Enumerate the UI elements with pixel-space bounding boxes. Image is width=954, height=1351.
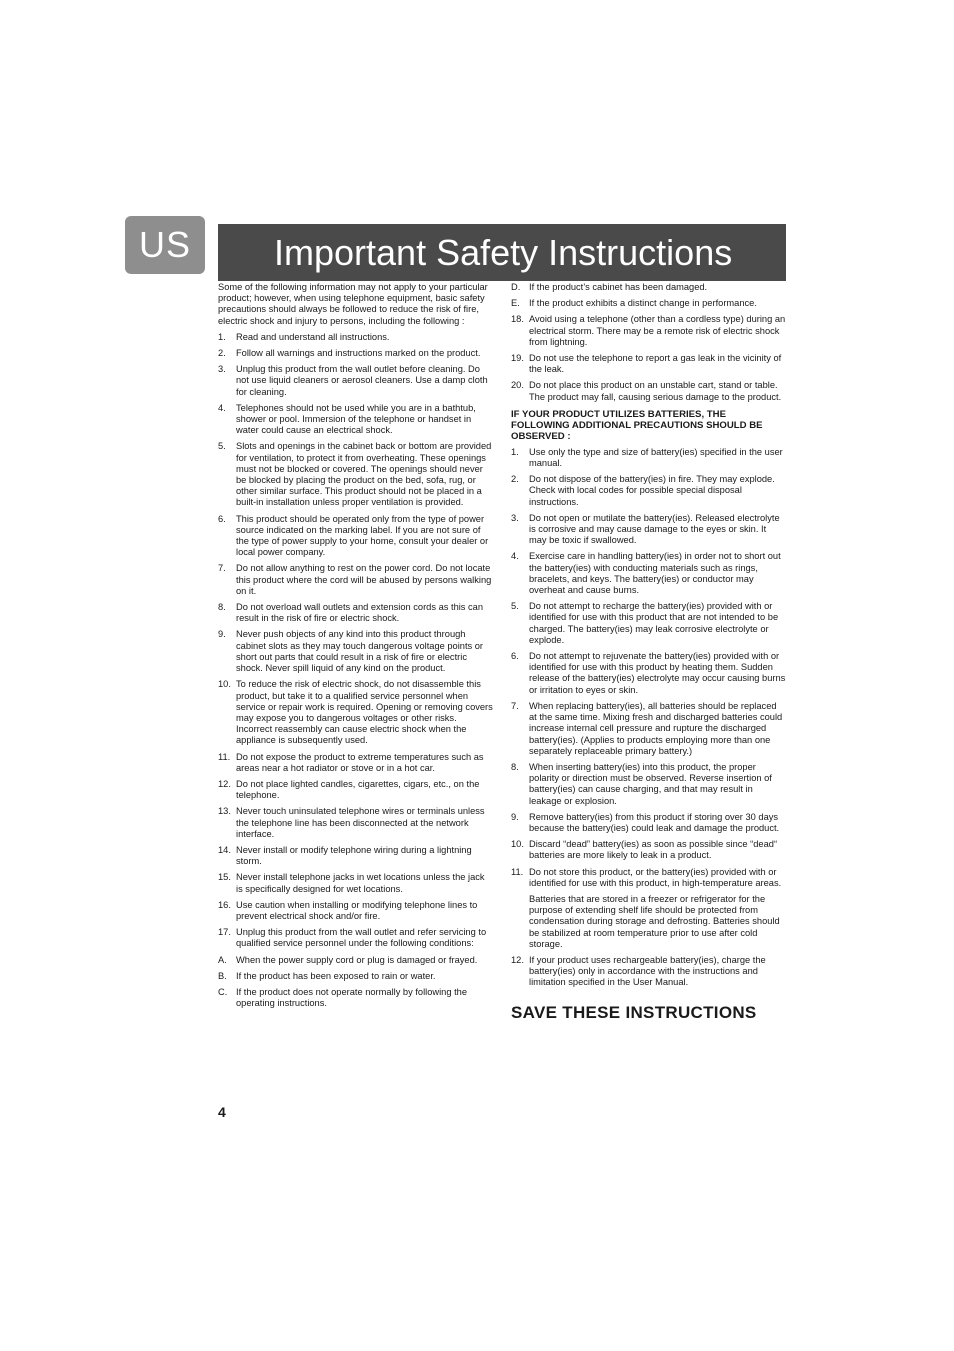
list-item-number: 2. [218, 348, 226, 359]
list-item-text: Never touch uninsulated telephone wires or terminals unless the telephone line has been disconnected at the network interface. [236, 806, 485, 839]
right-instruction-list [511, 282, 786, 403]
list-item-text: Never install telephone jacks in wet locations unless the jack is specifically designed for wet locations. [236, 872, 485, 894]
list-item-number: 15. [218, 872, 231, 883]
list-item [511, 513, 786, 547]
list-item-text: Do not open or mutilate the battery(ies). Released electrolyte is corrosive and may cause damage to the eyes or skin. It may be toxic if swallowed. [529, 512, 780, 546]
list-item-text: If your product uses rechargeable battery(ies), charge the battery(ies) only in accordance with the instructions and limitation specified in the User Manual. [529, 954, 766, 988]
list-item [218, 602, 493, 624]
list-item [511, 551, 786, 596]
list-item [511, 601, 786, 646]
list-item-number: 3. [218, 364, 226, 375]
list-item-number: B. [218, 970, 227, 981]
list-item [218, 332, 493, 343]
list-item-text: Never install or modify telephone wiring during a lightning storm. [236, 844, 472, 867]
list-item-text: Unplug this product from the wall outlet before cleaning. Do not use liquid cleaners or aerosol cleaners. Use a damp cloth for cleaning. [236, 364, 488, 397]
page-title: Important Safety Instructions [218, 224, 786, 281]
list-item-number: 8. [511, 761, 519, 772]
intro-paragraph: Some of the following information may not apply to your particular product; however, when using telephone equipment, basic safety precautions should always be followed to reduce the risk of fire, electric shock and injury to persons, including the following : [218, 282, 488, 326]
list-item-number: 1. [511, 446, 519, 457]
list-item-number: 5. [511, 601, 519, 612]
list-item-number: 17. [218, 927, 231, 938]
list-item-number: C. [218, 986, 228, 997]
list-item [218, 629, 493, 674]
list-item [511, 839, 786, 861]
list-item [511, 867, 786, 889]
list-item-text: This product should be operated only from the type of power source indicated on the marking label. If you are not sure of the type of power supply to your home, consult your dealer or local power company. [236, 513, 489, 558]
list-item [218, 779, 493, 801]
list-item [511, 314, 786, 348]
list-item [511, 651, 786, 696]
list-item [218, 752, 493, 774]
list-item [511, 701, 786, 757]
list-item-number: 4. [218, 402, 226, 413]
list-item-text: Do not store this product, or the battery(ies) provided with or identified for use with this product, in high-temperature areas. [529, 866, 782, 888]
list-item-text: If the product does not operate normally by following the operating instructions. [236, 986, 468, 1009]
list-item [218, 348, 493, 359]
left-instruction-list [218, 332, 493, 1010]
list-item [218, 987, 493, 1009]
list-item [218, 927, 493, 949]
list-item-text: When the power supply cord or plug is damaged or frayed. [236, 954, 478, 965]
list-item-number: 3. [511, 512, 519, 523]
list-item [218, 563, 493, 597]
list-item [218, 514, 493, 559]
list-item-text: Discard “dead” battery(ies) as soon as possible since “dead“ batteries are more likely to leak in a product. [529, 839, 778, 861]
list-item [218, 955, 493, 966]
list-item-text: Do not attempt to rejuvenate the battery(ies) provided with or identified for use with this product by heating them. Sudden release of the battery(ies) electrolyte may occur causing burns or irritation to eyes or skin. [529, 651, 786, 695]
list-item-number: 1. [218, 331, 226, 342]
battery-heading: IF YOUR PRODUCT UTILIZES BATTERIES, THE FOLLOWING ADDITIONAL PRECAUTIONS SHOULD BE OBSERVED : [511, 408, 763, 442]
list-item [218, 900, 493, 922]
list-item-number: 5. [218, 441, 226, 452]
battery-instruction-list [511, 447, 786, 889]
list-item-text: Use only the type and size of battery(ies) specified in the user manual. [529, 446, 783, 469]
left-column [218, 282, 493, 1014]
list-item-number: 11. [511, 866, 524, 877]
list-item-text: Do not expose the product to extreme temperatures such as areas near a hot radiator or stove or in a hot car. [236, 751, 484, 773]
list-item-number: 20. [511, 380, 524, 391]
right-column [511, 282, 786, 1023]
list-item-number: 7. [511, 700, 519, 711]
list-item [218, 806, 493, 840]
battery-note: Batteries that are stored in a freezer or refrigerator for the purpose of extending shelf life should be protected from condensation during storage and defrosting. Batteries should be stabilized at room temperature prior to use after cold storage. [529, 893, 780, 949]
list-item-text: If the product exhibits a distinct change in performance. [529, 298, 757, 309]
list-item-text: Follow all warnings and instructions marked on the product. [236, 348, 481, 359]
list-item-number: 16. [218, 899, 231, 910]
list-item-text: When inserting battery(ies) into this product, the proper polarity or direction must be observed. Reverse insertion of battery(ies) can cause charging, and that may result in leakage or explosion. [529, 761, 772, 806]
list-item [218, 364, 493, 398]
list-item-number: 11. [218, 751, 231, 762]
battery-instruction-list-2 [511, 955, 786, 989]
list-item-number: 2. [511, 474, 519, 485]
list-item-number: 9. [218, 629, 226, 640]
list-item-text: Exercise care in handling battery(ies) in order not to short out the battery(ies) with conducting materials such as rings, bracelets, and keys. The battery(ies) or conductor may overheat and cause burns. [529, 551, 781, 596]
language-tab: US [125, 216, 205, 274]
list-item [511, 380, 786, 402]
list-item-text: Do not use the telephone to report a gas leak in the vicinity of the leak. [529, 353, 782, 375]
list-item [218, 403, 493, 437]
list-item-number: D. [511, 282, 521, 292]
list-item-number: A. [218, 954, 227, 965]
list-item [511, 282, 786, 293]
list-item-text: Never push objects of any kind into this product through cabinet slots as they may touch dangerous voltage points or short out parts that could result in a risk of fire or electric shock. Never spill liquid of any kind on the product. [236, 629, 484, 674]
list-item-number: 9. [511, 811, 519, 822]
list-item-text: To reduce the risk of electric shock, do not disassemble this product, but take it to a qualified service personnel when service or repair work is required. Opening or removing covers may expose you to dangerous voltages or other risks. Incorrect reassembly can cause electric shock when the appliance is subsequently used. [236, 679, 493, 746]
list-item [511, 955, 786, 989]
list-item-number: 4. [511, 551, 519, 562]
list-item [511, 474, 786, 508]
list-item-number: 18. [511, 314, 524, 325]
list-item-text: Do not allow anything to rest on the power cord. Do not locate this product where the cord will be abused by persons walking on it. [236, 563, 492, 596]
list-item-number: 12. [218, 778, 231, 789]
list-item-text: Remove battery(ies) from this product if storing over 30 days because the battery(ies) could leak and damage the product. [529, 811, 780, 833]
list-item-number: E. [511, 298, 520, 309]
list-item-number: 10. [511, 839, 524, 850]
list-item-number: 7. [218, 563, 226, 574]
list-item [218, 679, 493, 746]
list-item-text: Do not place lighted candles, cigarettes, cigars, etc., on the telephone. [236, 778, 480, 801]
list-item [218, 845, 493, 867]
list-item-text: Do not attempt to recharge the battery(ies) provided with or identified for use with this product that are not intended to be charged. The battery(ies) may leak corrosive electrolyte or explode. [529, 601, 779, 645]
list-item-text: Telephones should not be used while you are in a bathtub, shower or pool. Immersion of the telephone or handset in water could cause an electrical shock. [236, 402, 476, 436]
list-item [511, 812, 786, 834]
list-item [511, 298, 786, 309]
list-item-number: 13. [218, 806, 231, 817]
list-item [218, 441, 493, 508]
page-number: 4 [218, 1104, 226, 1120]
list-item-number: 12. [511, 954, 524, 965]
list-item-text: Do not place this product on an unstable cart, stand or table. The product may fall, causing serious damage to the product. [529, 380, 782, 402]
list-item-text: Use caution when installing or modifying telephone lines to prevent electrical shock and/or fire. [236, 899, 478, 921]
list-item-text: When replacing battery(ies), all batteries should be replaced at the same time. Mixing fresh and discharged batteries could increase internal cell pressure and rupture the discharged battery(ies). (Applies to products employing more than one separately replaceable primary battery.) [529, 700, 783, 756]
list-item [218, 971, 493, 982]
list-item-text: Slots and openings in the cabinet back or bottom are provided for ventilation, to protect it from overheating. These openings must not be blocked or covered. The openings should never be blocked by placing the product on the bed, sofa, rug, or other similar surface. This product should not be placed in a built-in installation unless proper ventilation is provided. [236, 441, 492, 508]
list-item-text: If the product has been exposed to rain or water. [236, 970, 436, 981]
list-item-text: Do not overload wall outlets and extension cords as this can result in the risk of fire or electric shock. [236, 602, 484, 624]
list-item-number: 14. [218, 844, 231, 855]
list-item-number: 6. [218, 513, 226, 524]
list-item-number: 10. [218, 679, 231, 690]
save-instructions-heading: SAVE THESE INSTRUCTIONS [511, 1002, 757, 1022]
list-item-text: Read and understand all instructions. [236, 331, 390, 342]
list-item-text: If the product’s cabinet has been damaged. [529, 282, 708, 292]
list-item [511, 762, 786, 807]
list-item-number: 6. [511, 651, 519, 662]
list-item-text: Do not dispose of the battery(ies) in fire. They may explode. Check with local codes for possible special disposal instructions. [529, 474, 775, 507]
list-item-number: 19. [511, 353, 524, 364]
list-item-number: 8. [218, 602, 226, 613]
list-item [511, 447, 786, 469]
list-item [511, 353, 786, 375]
list-item-text: Unplug this product from the wall outlet and refer servicing to qualified service personnel under the following conditions: [236, 927, 487, 949]
list-item [218, 872, 493, 894]
list-item-text: Avoid using a telephone (other than a cordless type) during an electrical storm. There may be a remote risk of electric shock from lightning. [529, 314, 786, 347]
